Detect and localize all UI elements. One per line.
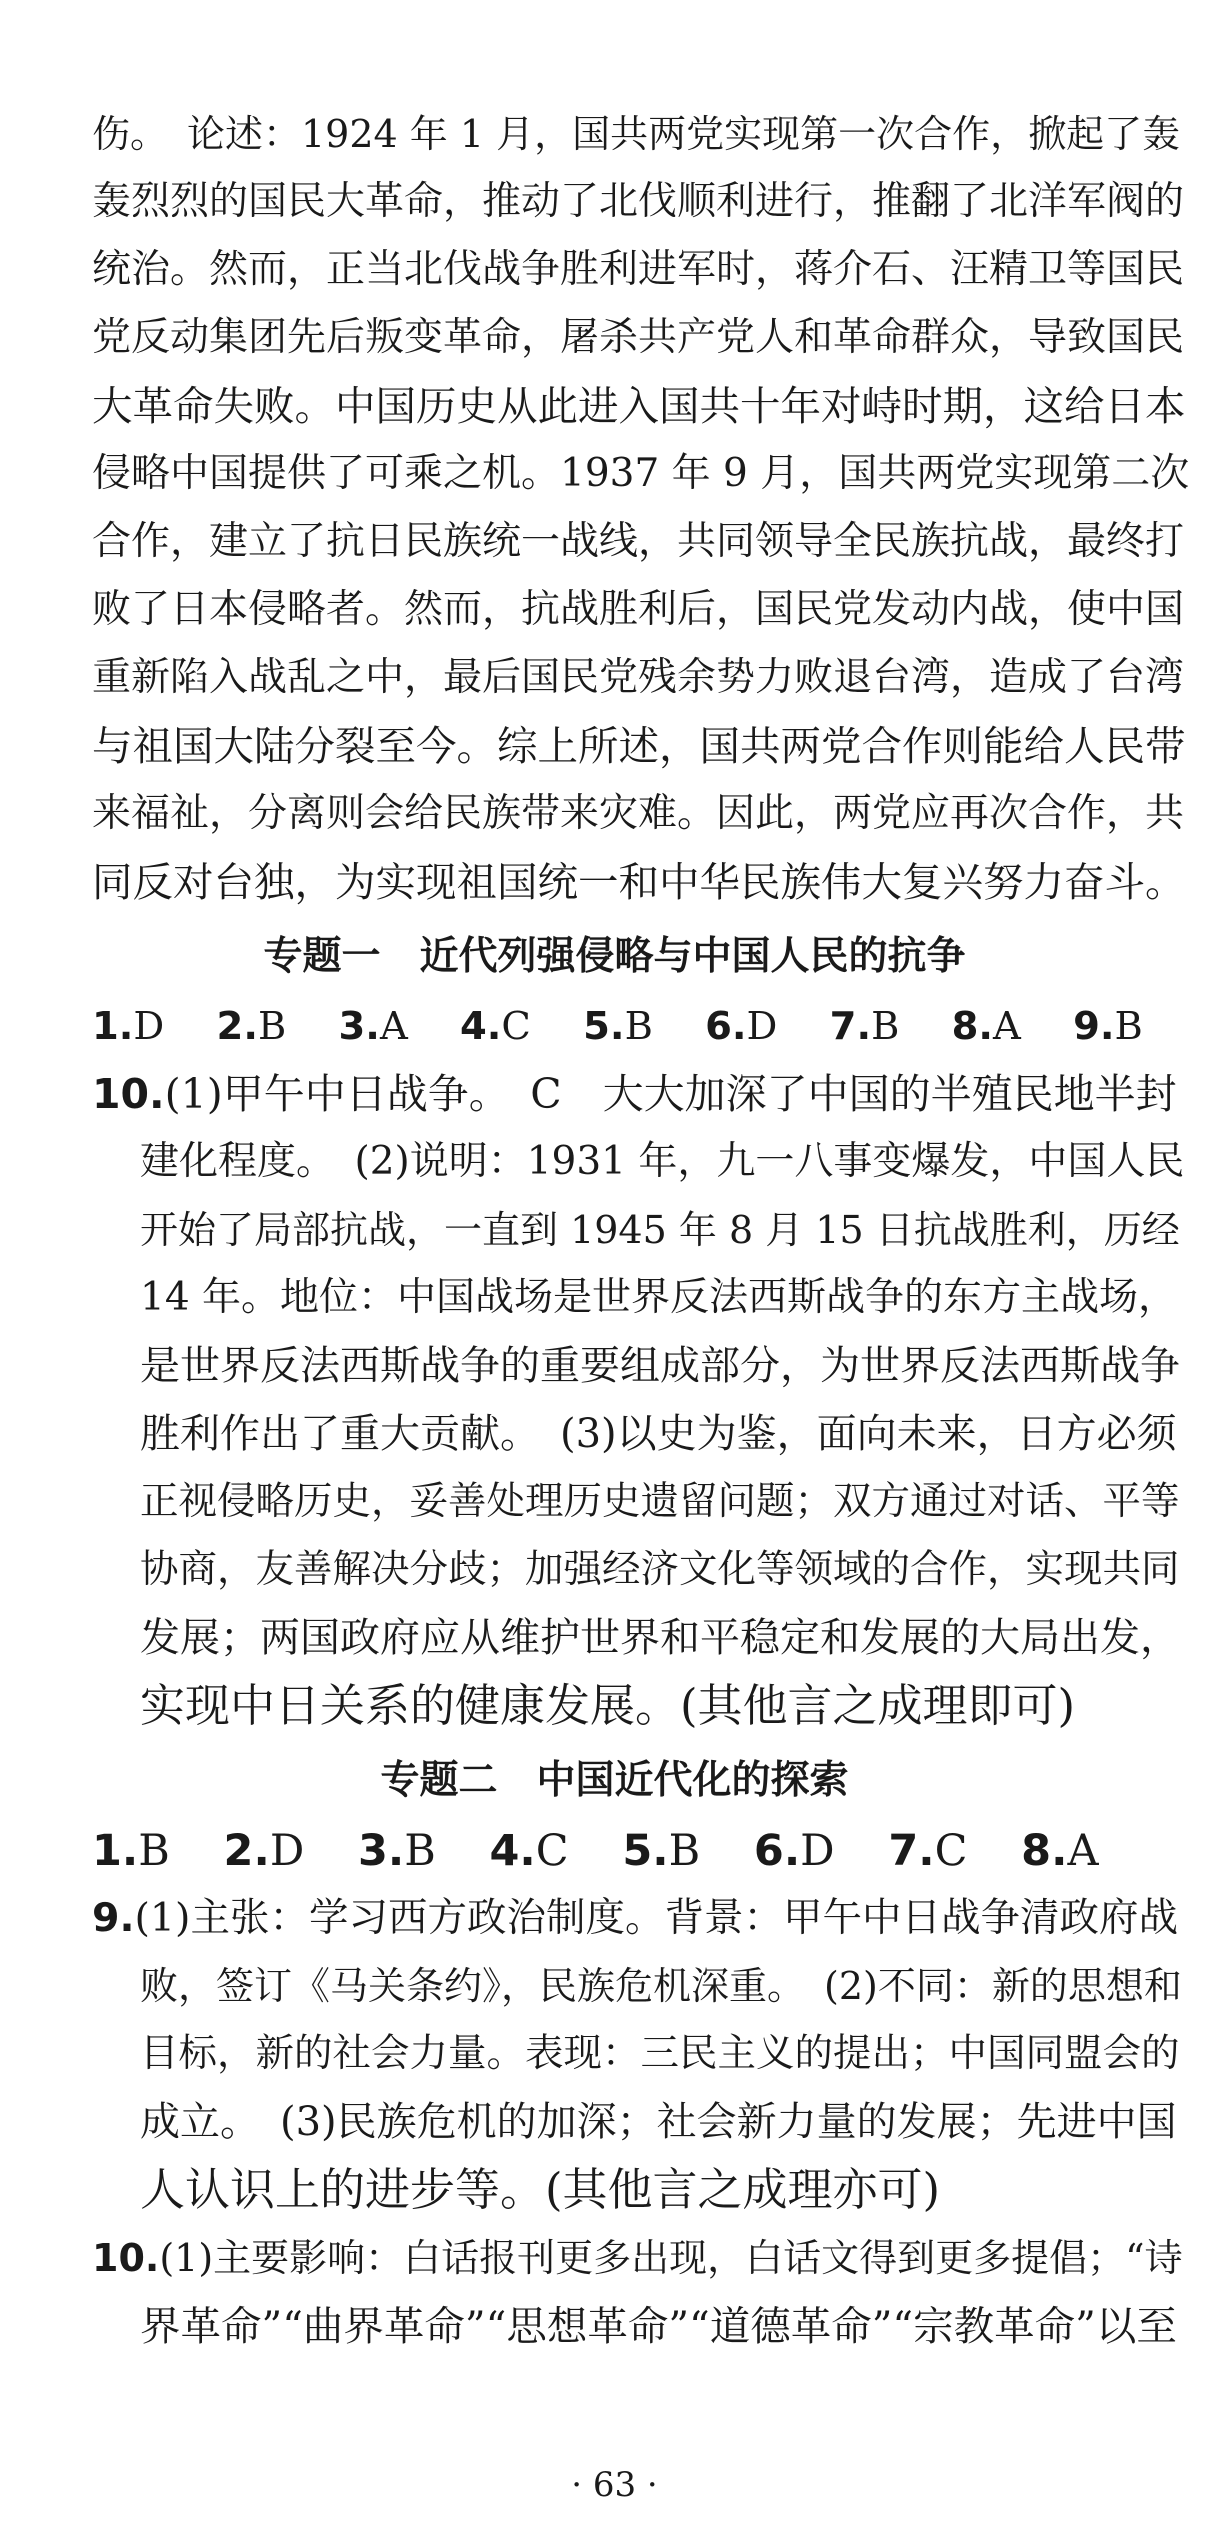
passage-line: 伤。 论述：1924 年 1 月，国共两党实现第一次合作，掀起了轰 <box>92 112 1181 156</box>
answer-number: 3. <box>357 1826 405 1876</box>
answer-item <box>490 1822 569 1880</box>
answer-number: 2. <box>223 1826 270 1876</box>
answer-number: 1. <box>92 1826 139 1876</box>
answer-value: D <box>133 1004 165 1049</box>
topic1-q10-line: 是世界反法西斯战争的重要组成部分，为世界反法西斯战争 <box>140 1343 1180 1389</box>
question-text: (1)甲午中日战争。 C 大大加深了中国的半殖民地半封 <box>164 1070 1177 1118</box>
topic1-q10-first-line <box>92 1064 1177 1124</box>
question-number: 10. <box>92 1070 165 1118</box>
answer-value: B <box>668 1826 701 1876</box>
answer-value: C <box>535 1826 569 1876</box>
answer-value: B <box>871 1004 900 1049</box>
answer-value: B <box>138 1826 170 1876</box>
answer-number: 6. <box>753 1826 801 1876</box>
topic2-q9-line: 败，签订《马关条约》，民族危机深重。 (2)不同：新的思想和 <box>140 1964 1182 2008</box>
answer-number: 2. <box>216 1004 258 1049</box>
topic2-title: 专题二 中国近代化的探索 <box>380 1758 849 1803</box>
answer-value: C <box>501 1004 531 1049</box>
answer-item <box>583 998 653 1056</box>
answer-number: 5. <box>622 1826 669 1876</box>
answer-item <box>358 1822 436 1880</box>
topic2-q9-line: 成立。 (3)民族危机的加深；社会新力量的发展；先进中国 <box>140 2099 1177 2145</box>
answer-number: 1. <box>92 1004 134 1049</box>
answer-value: B <box>404 1826 436 1876</box>
question-text: (1)主要影响：白话报刊更多出现，白话文得到更多提倡；“诗 <box>159 2236 1183 2280</box>
answer-item <box>754 1822 835 1880</box>
passage-line: 来福祉，分离则会给民族带来灾难。因此，两党应再次合作，共 <box>92 791 1185 836</box>
topic1-q10-line: 建化程度。 (2)说明：1931 年，九一八事变爆发，中国人民 <box>140 1139 1185 1184</box>
topic1-title: 专题一 近代列强侵略与中国人民的抗争 <box>263 934 966 979</box>
answer-number: 8. <box>951 1004 994 1049</box>
answer-number: 8. <box>1021 1826 1068 1876</box>
passage-line: 重新陷入战乱之中，最后国民党残余势力败退台湾，造成了台湾 <box>92 655 1185 700</box>
answer-item <box>952 998 1021 1056</box>
topic1-answer-row <box>92 998 1183 1056</box>
passage-line: 与祖国大陆分裂至今。综上所述，国共两党合作则能给人民带 <box>92 722 1186 770</box>
passage-line: 党反动集团先后叛变革命，屠杀共产党人和革命群众，导致国民 <box>92 315 1185 360</box>
topic1-q10-line: 胜利作出了重大贡献。 (3)以史为鉴，面向未来，日方必须 <box>140 1411 1177 1457</box>
answer-item <box>217 998 287 1056</box>
answer-value: C <box>934 1826 968 1876</box>
answer-item <box>1073 998 1143 1056</box>
answer-number: 7. <box>829 1004 872 1049</box>
answer-number: 4. <box>460 1004 502 1049</box>
topic2-q9-first-line <box>92 1888 1178 1948</box>
page-number: · 63 · <box>571 2465 658 2505</box>
answer-number: 5. <box>583 1004 625 1049</box>
topic2-q9-line: 目标，新的社会力量。表现：三民主义的提出；中国同盟会的 <box>140 2031 1180 2076</box>
passage-line: 统治。然而，正当北伐战争胜利进军时，蒋介石、汪精卫等国民 <box>92 247 1185 292</box>
answer-item <box>1021 1822 1098 1880</box>
answer-item <box>705 998 777 1056</box>
answer-number: 7. <box>888 1826 935 1876</box>
passage-line: 合作，建立了抗日民族统一战线，共同领导全民族抗战，最终打 <box>92 519 1185 564</box>
answer-item <box>339 998 408 1056</box>
answer-item <box>92 1822 170 1880</box>
topic2-answer-row <box>92 1822 1139 1880</box>
passage-line: 同反对台独，为实现祖国统一和中华民族伟大复兴努力奋斗。 <box>92 858 1186 906</box>
topic1-q10-line: 实现中日关系的健康发展。(其他言之成理即可) <box>140 1679 1076 1732</box>
topic2-q9-line: 人认识上的进步等。(其他言之成理亦可) <box>140 2163 941 2216</box>
passage-line: 轰烈烈的国民大革命，推动了北伐顺利进行，推翻了北洋军阀的 <box>92 179 1185 224</box>
answer-number: 6. <box>705 1004 747 1049</box>
topic2-q10-first-line <box>92 2228 1183 2288</box>
topic1-q10-line: 开始了局部抗战，一直到 1945 年 8 月 15 日抗战胜利，历经 <box>140 1208 1180 1252</box>
question-number: 9. <box>92 1895 135 1941</box>
answer-item <box>92 998 164 1056</box>
question-number: 10. <box>92 2236 160 2280</box>
passage-line: 大革命失败。中国历史从此进入国共十年对峙时期，这给日本 <box>92 382 1186 430</box>
answer-number: 9. <box>1073 1004 1115 1049</box>
answer-item <box>888 1822 967 1880</box>
topic1-q10-line: 发展；两国政府应从维护世界和平稳定和发展的大局出发， <box>140 1615 1180 1661</box>
answer-item <box>460 998 531 1056</box>
answer-number: 3. <box>338 1004 380 1049</box>
passage-line: 败了日本侵略者。然而，抗战胜利后，国民党发动内战，使中国 <box>92 587 1185 632</box>
topic1-q10-line: 协商，友善解决分歧；加强经济文化等领域的合作，实现共同 <box>140 1547 1180 1592</box>
answer-value: B <box>1114 1004 1143 1049</box>
answer-value: A <box>993 1004 1021 1049</box>
answer-value: B <box>624 1004 653 1049</box>
question-text: (1)主张：学习西方政治制度。背景：甲午中日战争清政府战 <box>134 1895 1178 1941</box>
topic1-q10-line: 14 年。地位：中国战场是世界反法西斯战争的东方主战场， <box>140 1275 1178 1320</box>
answer-value: A <box>379 1004 408 1049</box>
answer-value: D <box>800 1826 835 1876</box>
topic2-q10-line: 界革命”“曲界革命”“思想革命”“道德革命”“宗教革命”以至 <box>140 2302 1177 2350</box>
answer-item <box>830 998 900 1056</box>
passage-line: 侵略中国提供了可乘之机。1937 年 9 月，国共两党实现第二次 <box>92 451 1190 496</box>
answer-value: D <box>269 1826 305 1876</box>
answer-value: A <box>1067 1826 1099 1876</box>
topic1-q10-line: 正视侵略历史，妥善处理历史遗留问题；双方通过对话、平等 <box>140 1479 1180 1524</box>
answer-item <box>224 1822 305 1880</box>
answer-value: D <box>746 1004 778 1049</box>
answer-item <box>622 1822 700 1880</box>
answer-value: B <box>257 1004 287 1049</box>
answer-number: 4. <box>489 1826 536 1876</box>
